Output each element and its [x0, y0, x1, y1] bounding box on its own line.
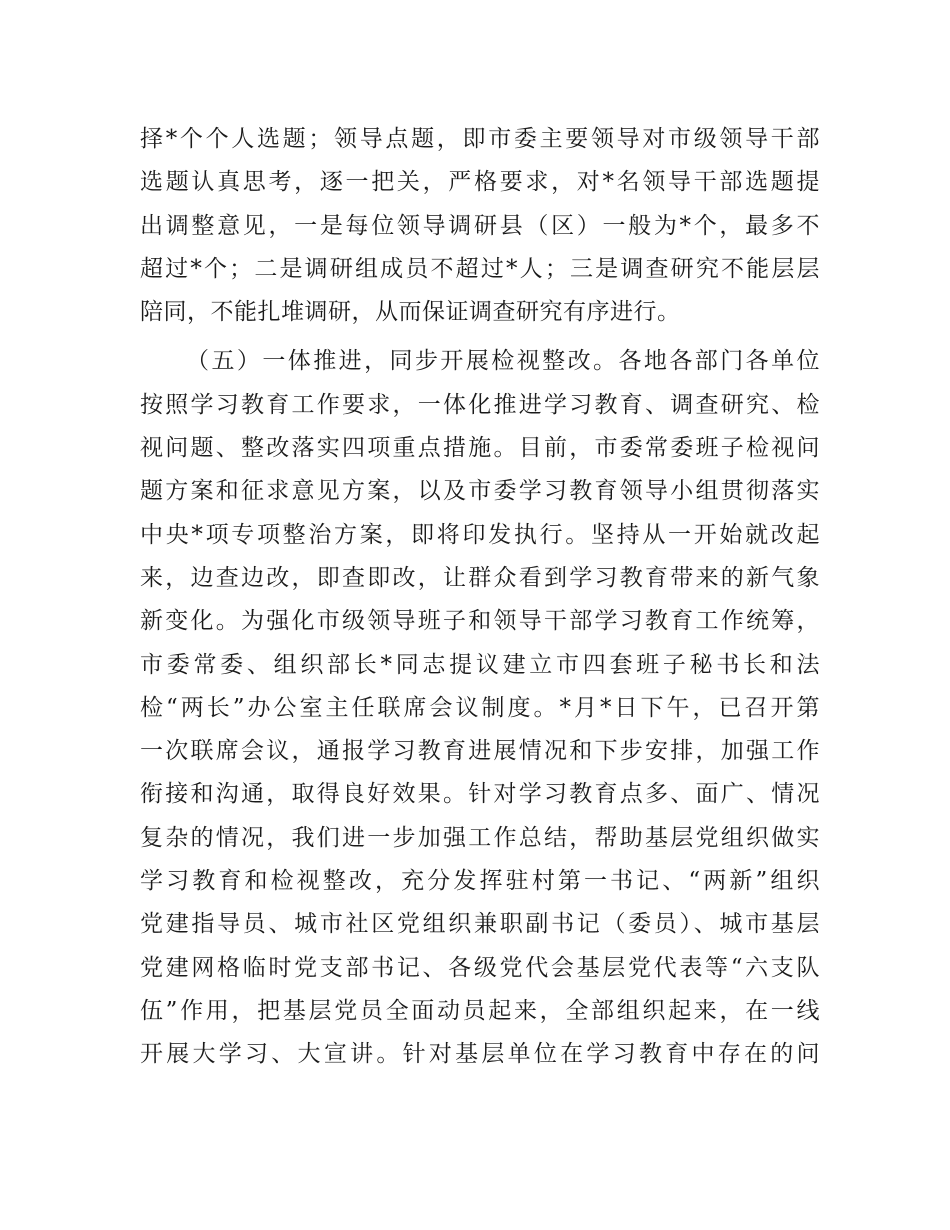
- document-body: [140, 118, 820, 1077]
- text-line: 新变化。为强化市级领导班子和领导干部学习教育工作统筹，: [140, 608, 820, 635]
- text-line: 市委常委、组织部长*同志提议建立市四套班子秘书长和法: [140, 651, 820, 678]
- text-line: 中央*项专项整治方案，即将印发执行。坚持从一开始就改起: [140, 521, 820, 548]
- text-line: 一次联席会议，通报学习教育进展情况和下步安排，加强工作: [140, 738, 820, 765]
- text-line: 复杂的情况，我们进一步加强工作总结，帮助基层党组织做实: [140, 824, 820, 851]
- text-line: 陪同，不能扎堆调研，从而保证调查研究有序进行。: [140, 299, 681, 326]
- text-line: 检“两长”办公室主任联席会议制度。*月*日下午，已召开第: [140, 694, 820, 721]
- text-line: 视问题、整改落实四项重点措施。目前，市委常委班子检视问: [140, 435, 820, 462]
- text-line: 党建指导员、城市社区党组织兼职副书记（委员）、城市基层: [140, 911, 820, 938]
- text-line: 学习教育和检视整改，充分发挥驻村第一书记、“两新”组织: [140, 868, 820, 895]
- text-line: 开展大学习、大宣讲。针对基层单位在学习教育中存在的问: [140, 1041, 820, 1068]
- text-line: 伍”作用，把基层党员全面动员起来，全部组织起来，在一线: [140, 997, 820, 1024]
- text-line: 选题认真思考，逐一把关，严格要求，对*名领导干部选题提: [140, 169, 820, 196]
- section-heading-line: （五）一体推进，同步开展检视整改。各地各部门各单位: [186, 348, 820, 375]
- text-line: 按照学习教育工作要求，一体化推进学习教育、调查研究、检: [140, 391, 820, 418]
- text-line: 来，边查边改，即查即改，让群众看到学习教育带来的新气象: [140, 564, 820, 591]
- text-line: 衔接和沟通，取得良好效果。针对学习教育点多、面广、情况: [140, 781, 820, 808]
- text-line: 出调整意见，一是每位领导调研县（区）一般为*个，最多不: [140, 212, 820, 239]
- text-line: 择*个个人选题；领导点题，即市委主要领导对市级领导干部: [140, 126, 820, 152]
- text-line: 党建网格临时党支部书记、各级党代会基层党代表等“六支队: [140, 954, 820, 981]
- text-line: 超过*个；二是调研组成员不超过*人；三是调查研究不能层层: [140, 255, 820, 282]
- text-line: 题方案和征求意见方案，以及市委学习教育领导小组贯彻落实: [140, 478, 820, 505]
